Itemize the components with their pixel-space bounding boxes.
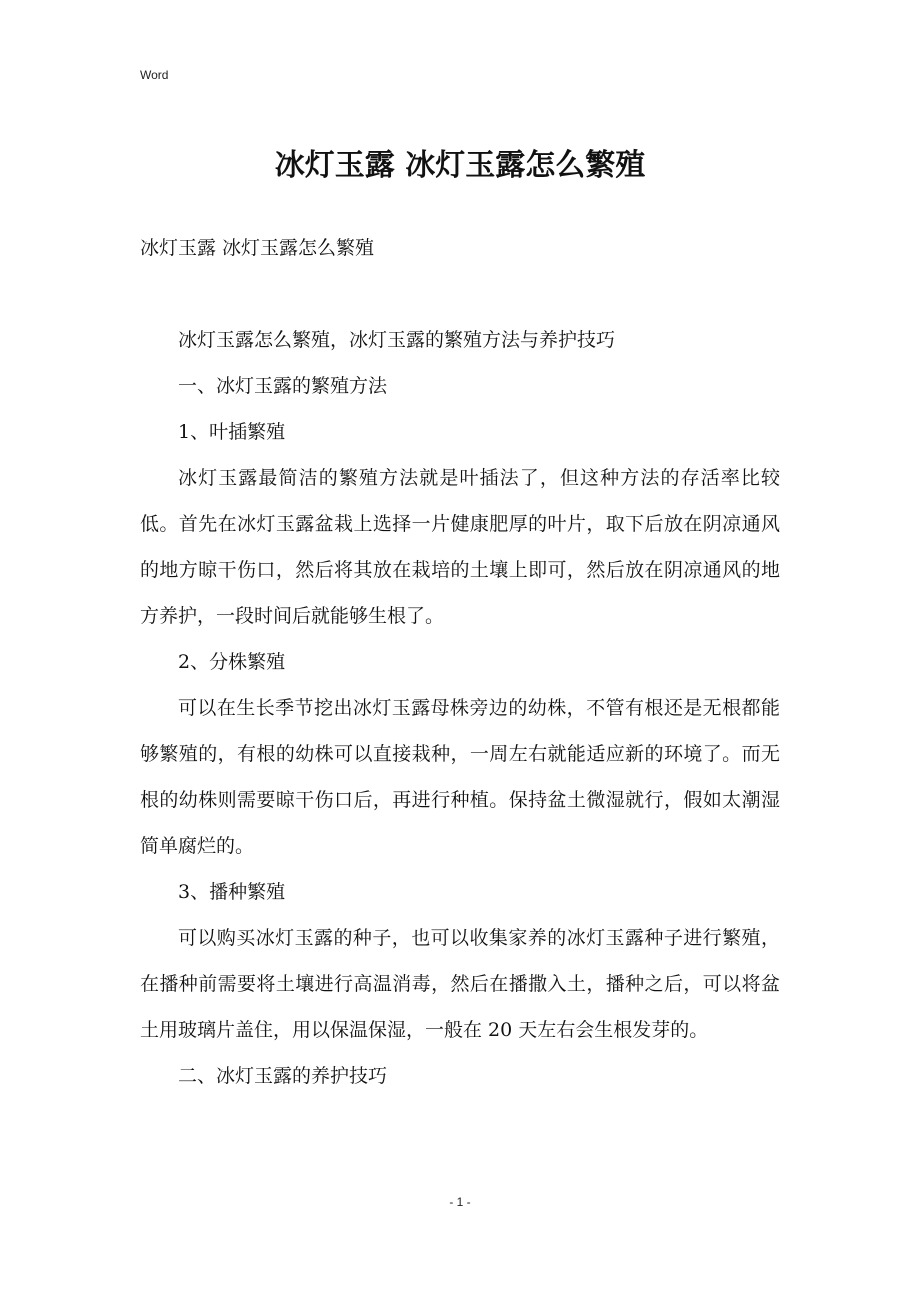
page-number: - 1 - bbox=[449, 1195, 471, 1209]
subheading-division: 2、分株繁殖 bbox=[178, 651, 286, 673]
document-title: 冰灯玉露 冰灯玉露怎么繁殖 bbox=[274, 148, 646, 183]
intro-paragraph: 冰灯玉露怎么繁殖，冰灯玉露的繁殖方法与养护技巧 bbox=[178, 329, 616, 351]
paragraph-leaf-cutting: 冰灯玉露最简洁的繁殖方法就是叶插法了，但这种方法的存活率比较低。首先在冰灯玉露盆栽上选择一片健康肥厚的叶片，取下后放在阴凉通风的地方晾干伤口，然后将其放在栽培的土壤上即可，然后放在阴凉通风的地方养护，一段时间后就能够生根了。 bbox=[140, 467, 780, 627]
subheading-leaf-cutting: 1、叶插繁殖 bbox=[178, 421, 286, 443]
document-body bbox=[140, 225, 780, 1099]
header-label: Word bbox=[140, 68, 169, 82]
subheading-sowing: 3、播种繁殖 bbox=[178, 881, 286, 903]
paragraph-sowing: 可以购买冰灯玉露的种子，也可以收集家养的冰灯玉露种子进行繁殖，在播种前需要将土壤进行高温消毒，然后在播撒入土，播种之后，可以将盆土用玻璃片盖住，用以保温保湿，一般在 20 天左右会生根发芽的。 bbox=[140, 927, 780, 1041]
paragraph-division: 可以在生长季节挖出冰灯玉露母株旁边的幼株，不管有根还是无根都能够繁殖的，有根的幼株可以直接栽种，一周左右就能适应新的环境了。而无根的幼株则需要晾干伤口后，再进行种植。保持盆土微湿就行，假如太潮湿简单腐烂的。 bbox=[140, 697, 780, 857]
section-heading-propagation: 一、冰灯玉露的繁殖方法 bbox=[178, 375, 388, 397]
section-heading-care: 二、冰灯玉露的养护技巧 bbox=[178, 1065, 388, 1087]
document-subtitle: 冰灯玉露 冰灯玉露怎么繁殖 bbox=[140, 237, 375, 259]
